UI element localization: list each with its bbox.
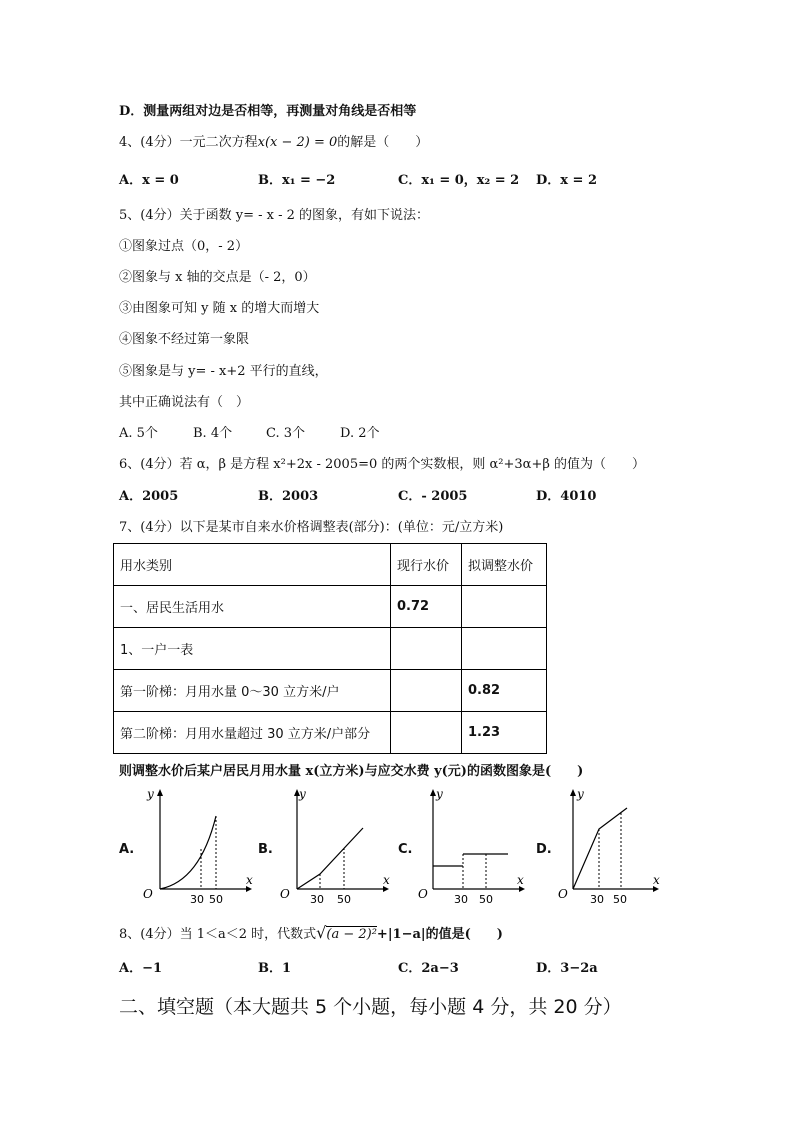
q4-option-c: C．x₁ = 0，x₂ = 2	[398, 173, 520, 188]
q8-stem-suffix: +|1−a|的值是( )	[376, 927, 503, 942]
table-row	[114, 628, 547, 670]
y-axis-label: y	[299, 787, 306, 801]
tick-label: 30	[190, 893, 204, 906]
q4-stem	[119, 134, 428, 152]
q4-stem-prefix: 4、(4分）一元二次方程	[119, 135, 258, 150]
tick-label: 30	[310, 893, 324, 906]
graph-c	[415, 786, 530, 908]
graph-b-label: B.	[258, 842, 273, 857]
table-cell	[462, 628, 547, 670]
table-row	[114, 670, 547, 712]
table-row	[114, 712, 547, 754]
q6-option-a: A．2005	[119, 489, 179, 504]
table-cell: 1、一户一表	[114, 628, 391, 670]
axis-origin-label: O	[280, 887, 290, 901]
sqrt-sign: √	[316, 923, 327, 942]
table-cell	[462, 586, 547, 628]
q3-option-d: D．测量两组对边是否相等，再测量对角线是否相等	[119, 104, 417, 119]
table-header-cell: 拟调整水价	[462, 544, 547, 586]
q5-statement-2: ②图象与 x 轴的交点是（- 2，0）	[119, 270, 316, 285]
q8-option-b: B．1	[258, 961, 292, 976]
table-cell	[391, 628, 462, 670]
table-cell: 0.72	[391, 586, 462, 628]
table-cell: 第二阶梯：月用水量超过 30 立方米/户部分	[114, 712, 391, 754]
q5-option-b: B. 4个	[193, 426, 233, 441]
table-cell: 1.23	[462, 712, 547, 754]
q7-stem: 7、(4分）以下是某市自来水价格调整表(部分)：(单位：元/立方米)	[119, 520, 504, 535]
axis-origin-label: O	[143, 887, 153, 901]
water-price-table	[113, 543, 547, 754]
q5-option-a: A. 5个	[119, 426, 158, 441]
q5-option-d: D. 2个	[340, 426, 380, 441]
tick-label: 30	[454, 893, 468, 906]
x-axis-label: x	[517, 873, 524, 887]
q5-statement-1: ①图象过点（0，- 2）	[119, 239, 249, 254]
graph-c-label: C.	[398, 842, 413, 857]
q8-stem-prefix: 8、(4分）当 1＜a＜2 时，代数式	[119, 927, 317, 942]
table-row	[114, 586, 547, 628]
y-axis-label: y	[147, 787, 154, 801]
q8-option-a: A．−1	[119, 961, 163, 976]
q6-option-d: D．4010	[536, 489, 597, 504]
y-axis-label: y	[577, 787, 584, 801]
section-title: 二、填空题（本大题共 5 个小题，每小题 4 分，共 20 分）	[119, 996, 622, 1018]
table-cell	[391, 712, 462, 754]
axis-origin-label: O	[558, 887, 568, 901]
q5-question: 其中正确说法有（ ）	[119, 395, 250, 410]
x-axis-label: x	[653, 873, 660, 887]
q4-equation: x(x − 2) = 0	[257, 135, 338, 150]
tick-label: 50	[209, 893, 223, 906]
q4-option-b: B．x₁ = −2	[258, 173, 336, 188]
q8-option-d: D．3−2a	[536, 961, 598, 976]
table-header-cell: 用水类别	[114, 544, 391, 586]
q7-question: 则调整水价后某户居民月用水量 x(立方米)与应交水费 y(元)的函数图象是( )	[119, 764, 584, 779]
axis-origin-label: O	[418, 887, 428, 901]
graph-a-label: A.	[119, 842, 135, 857]
tick-label: 30	[590, 893, 604, 906]
table-cell: 第一阶梯：月用水量 0～30 立方米/户	[114, 670, 391, 712]
table-header-cell: 现行水价	[391, 544, 462, 586]
x-axis-label: x	[246, 873, 253, 887]
tick-label: 50	[613, 893, 627, 906]
tick-label: 50	[479, 893, 493, 906]
q6-stem: 6、(4分）若 α，β 是方程 x²+2x - 2005=0 的两个实数根，则 α²+3α+β 的值为（ ）	[119, 457, 645, 472]
q6-option-b: B．2003	[258, 489, 319, 504]
q5-statement-5: ⑤图象是与 y= - x+2 平行的直线，	[119, 364, 328, 379]
table-header-row	[114, 544, 547, 586]
q8-option-c: C．2a−3	[398, 961, 459, 976]
tick-label: 50	[337, 893, 351, 906]
graph-a	[140, 786, 255, 908]
q4-option-d: D．x = 2	[536, 173, 598, 188]
q4-stem-suffix: 的解是（ ）	[337, 135, 429, 150]
graph-d	[553, 786, 668, 908]
q5-statement-4: ④图象不经过第一象限	[119, 332, 250, 347]
graph-d-label: D.	[536, 842, 552, 857]
graph-b	[277, 786, 392, 908]
table-cell	[391, 670, 462, 712]
q5-statement-3: ③由图象可知 y 随 x 的增大而增大	[119, 301, 320, 316]
q8-stem	[119, 924, 503, 944]
y-axis-label: y	[436, 787, 443, 801]
table-cell: 0.82	[462, 670, 547, 712]
q5-stem: 5、(4分）关于函数 y= - x - 2 的图象，有如下说法：	[119, 208, 430, 223]
q4-option-a: A．x = 0	[119, 173, 179, 188]
table-cell: 一、居民生活用水	[114, 586, 391, 628]
x-axis-label: x	[383, 873, 390, 887]
q6-option-c: C．- 2005	[398, 489, 468, 504]
q8-radical: (a − 2)²	[326, 927, 377, 942]
q5-option-c: C. 3个	[266, 426, 306, 441]
